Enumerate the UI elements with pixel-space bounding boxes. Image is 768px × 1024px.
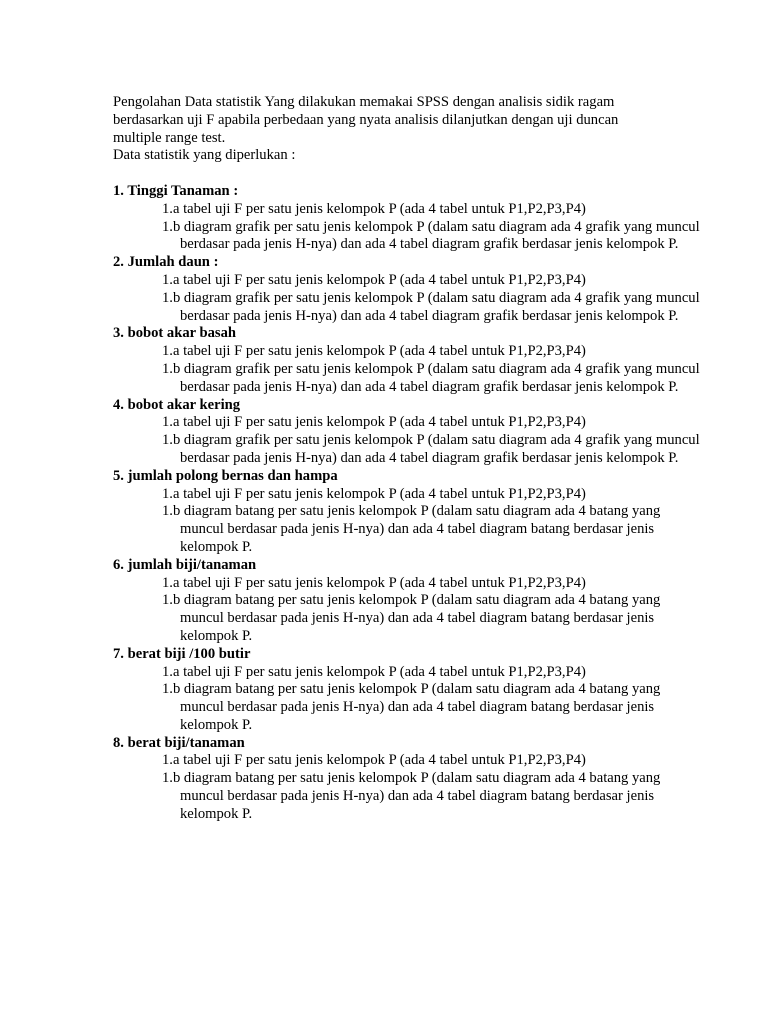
section-heading: 4. bobot akar kering [113,396,241,413]
list-item-a: 1.a tabel uji F per satu jenis kelompok P (ada 4 tabel untuk P1,P2,P3,P4) [162,574,586,591]
section-jumlah-biji [113,556,661,646]
blank-line [113,165,653,183]
list-item-b: 1.b diagram grafik per satu jenis kelompok P (dalam satu diagram ada 4 grafik yang muncul berdasar pada jenis H-nya) dan ada 4 tabel diagram grafik berdasar jenis kelompok P. [162,289,700,324]
section-heading: 2. Jumlah daun : [113,254,219,271]
list-item-a: 1.a tabel uji F per satu jenis kelompok P (ada 4 tabel untuk P1,P2,P3,P4) [162,200,586,217]
list-item-b: 1.b diagram batang per satu jenis kelompok P (dalam satu diagram ada 4 batang yang muncul berdasar pada jenis H-nya) dan ada 4 tabel diagram batang berdasar jenis kelompok P. [162,503,661,555]
list-item-a: 1.a tabel uji F per satu jenis kelompok P (ada 4 tabel untuk P1,P2,P3,P4) [162,271,586,288]
intro-line: berdasarkan uji F apabila perbedaan yang nyata analisis dilanjutkan dengan uji duncan [113,111,619,128]
intro-line: Pengolahan Data statistik Yang dilakukan memakai SPSS dengan analisis sidik ragam [113,94,615,110]
section-heading: 5. jumlah polong bernas dan hampa [113,467,338,484]
section-jumlah-polong [113,467,661,557]
intro-paragraph [113,94,653,165]
section-berat-biji-100 [113,645,661,735]
document-page [113,94,700,824]
section-tinggi-tanaman [113,182,700,254]
section-bobot-akar-basah [113,325,700,396]
section-bobot-akar-kering [113,396,700,468]
section-berat-biji-tanaman [113,734,661,824]
list-item-a: 1.a tabel uji F per satu jenis kelompok P (ada 4 tabel untuk P1,P2,P3,P4) [162,485,586,502]
list-item-b: 1.b diagram grafik per satu jenis kelompok P (dalam satu diagram ada 4 grafik yang muncul berdasar pada jenis H-nya) dan ada 4 tabel diagram grafik berdasar jenis kelompok P. [162,432,700,466]
list-item-b: 1.b diagram grafik per satu jenis kelompok P (dalam satu diagram ada 4 grafik yang muncul berdasar pada jenis H-nya) dan ada 4 tabel diagram grafik berdasar jenis kelompok P. [162,218,700,253]
list-item-a: 1.a tabel uji F per satu jenis kelompok P (ada 4 tabel untuk P1,P2,P3,P4) [162,414,586,431]
intro-line: multiple range test. [113,129,226,146]
section-heading: 3. bobot akar basah [113,325,237,342]
list-item-a: 1.a tabel uji F per satu jenis kelompok P (ada 4 tabel untuk P1,P2,P3,P4) [162,343,586,360]
list-item-b: 1.b diagram grafik per satu jenis kelompok P (dalam satu diagram ada 4 grafik yang muncul berdasar pada jenis H-nya) dan ada 4 tabel diagram grafik berdasar jenis kelompok P. [162,360,700,395]
list-item-b: 1.b diagram batang per satu jenis kelompok P (dalam satu diagram ada 4 batang yang muncul berdasar pada jenis H-nya) dan ada 4 tabel diagram batang berdasar jenis kelompok P. [162,592,661,644]
section-heading: 6. jumlah biji/tanaman [113,556,257,573]
list-item-a: 1.a tabel uji F per satu jenis kelompok P (ada 4 tabel untuk P1,P2,P3,P4) [162,752,586,769]
section-jumlah-daun [113,254,700,325]
section-heading: 8. berat biji/tanaman [113,734,245,751]
section-heading: 1. Tinggi Tanaman : [113,182,239,199]
list-item-b: 1.b diagram batang per satu jenis kelompok P (dalam satu diagram ada 4 batang yang muncul berdasar pada jenis H-nya) dan ada 4 tabel diagram batang berdasar jenis kelompok P. [162,770,661,822]
list-item-b: 1.b diagram batang per satu jenis kelompok P (dalam satu diagram ada 4 batang yang muncul berdasar pada jenis H-nya) dan ada 4 tabel diagram batang berdasar jenis kelompok P. [162,681,661,733]
intro-line: Data statistik yang diperlukan : [113,147,296,164]
section-heading: 7. berat biji /100 butir [113,645,251,662]
list-item-a: 1.a tabel uji F per satu jenis kelompok P (ada 4 tabel untuk P1,P2,P3,P4) [162,663,586,680]
